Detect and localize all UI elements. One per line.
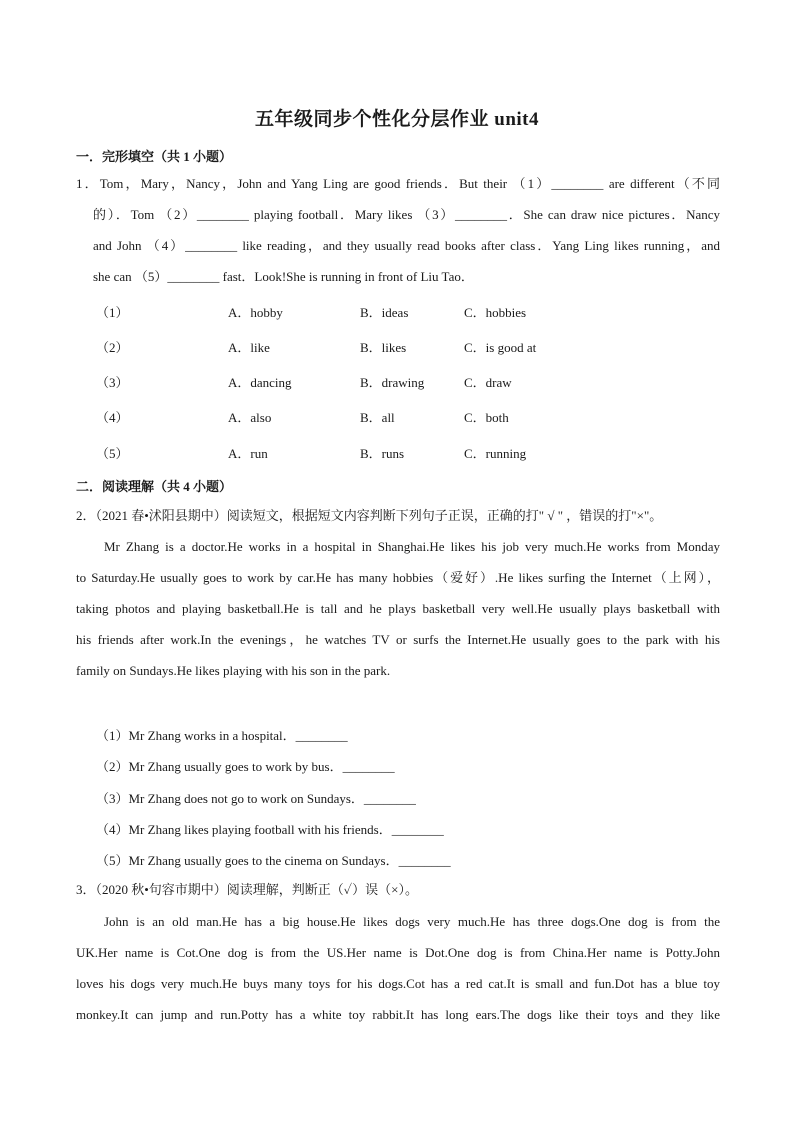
option-a: A．like xyxy=(228,340,270,355)
q2-passage-line-5: family on Sundays.He likes playing with his son in the park. xyxy=(76,663,391,678)
option-row xyxy=(96,372,716,390)
q3-passage-line-2: UK.Her name is Cot.One dog is from the US.Her name is Dot.One dog is from China.Her name is Potty.John xyxy=(76,945,720,960)
q3-passage-line-4: monkey.It can jump and run.Potty has a white toy rabbit.It has long ears.The dogs like their toys and they like xyxy=(76,1007,720,1022)
q2-passage-line-4: his friends after work.In the evenings，he watches TV or surfs the Internet.He usually goes to the park with his xyxy=(76,632,720,647)
option-number: （3） xyxy=(96,375,129,390)
option-row xyxy=(96,443,716,461)
option-number: （1） xyxy=(96,305,129,320)
q1-line-4: she can （5）________ fast．Look!She is running in front of Liu Tao． xyxy=(93,269,474,284)
page-title: 五年级同步个性化分层作业 unit4 xyxy=(255,109,539,130)
option-b: B．all xyxy=(360,410,395,425)
q1-line-2: 的）．Tom （2）________ playing football．Mary likes （3）________．She can draw nice pictures．Nancy xyxy=(93,207,720,222)
option-c: C．running xyxy=(464,446,527,461)
option-row xyxy=(96,337,716,355)
q1-line-1: 1．Tom，Mary，Nancy，John and Yang Ling are good friends．But their （1）________ are different（不同 xyxy=(76,176,720,191)
q2-passage-line-1: Mr Zhang is a doctor.He works in a hospital in Shanghai.He likes his job very much.He works from Monday xyxy=(104,539,720,554)
option-a: A．hobby xyxy=(228,305,283,320)
section-heading-cloze: 一．完形填空（共 1 小题） xyxy=(76,149,233,164)
q2-passage-line-3: taking photos and playing basketball.He is tall and he plays basketball very well.He usually plays basketball with xyxy=(76,601,720,616)
option-number: （4） xyxy=(96,410,129,425)
q3-passage-line-3: loves his dogs very much.He buys many toys for his dogs.Cot has a red cat.It is small and fun.Dot has a blue toy xyxy=(76,976,720,991)
option-c: C．is good at xyxy=(464,340,537,355)
option-a: A．also xyxy=(228,410,272,425)
q1-line-3: and John （4）________ like reading，and they usually read books after class．Yang Ling likes running，and xyxy=(93,238,720,253)
option-b: B．drawing xyxy=(360,375,425,390)
q3-passage-line-1: John is an old man.He has a big house.He likes dogs very much.He has three dogs.One dog is from the xyxy=(104,914,720,929)
option-c: C．hobbies xyxy=(464,305,527,320)
section-heading-reading: 二．阅读理解（共 4 小题） xyxy=(76,479,233,494)
q2-item-5: （5）Mr Zhang usually goes to the cinema on Sundays．________ xyxy=(96,853,451,868)
option-row xyxy=(96,302,716,320)
q2-intro: 2．（2021 春•沭阳县期中）阅读短文，根据短文内容判断下列句子正误，正确的打" √ " ，错误的打"×"。 xyxy=(76,508,663,523)
option-a: A．run xyxy=(228,446,268,461)
option-b: B．ideas xyxy=(360,305,409,320)
option-a: A．dancing xyxy=(228,375,292,390)
option-b: B．runs xyxy=(360,446,405,461)
option-number: （2） xyxy=(96,340,129,355)
q3-intro: 3．（2020 秋•句容市期中）阅读理解，判断正（✓）误（×）。 xyxy=(76,882,419,897)
option-b: B．likes xyxy=(360,340,407,355)
q2-item-1: （1）Mr Zhang works in a hospital．________ xyxy=(96,728,348,743)
q2-item-3: （3）Mr Zhang does not go to work on Sundays．________ xyxy=(96,791,416,806)
option-c: C．both xyxy=(464,410,509,425)
option-c: C．draw xyxy=(464,375,512,390)
option-number: （5） xyxy=(96,446,129,461)
q2-item-4: （4）Mr Zhang likes playing football with his friends．________ xyxy=(96,822,444,837)
option-row xyxy=(96,407,716,425)
q2-passage-line-2: to Saturday.He usually goes to work by car.He has many hobbies（爱好）.He likes surfing the Internet（上网）， xyxy=(76,570,720,585)
q2-item-2: （2）Mr Zhang usually goes to work by bus．________ xyxy=(96,759,395,774)
